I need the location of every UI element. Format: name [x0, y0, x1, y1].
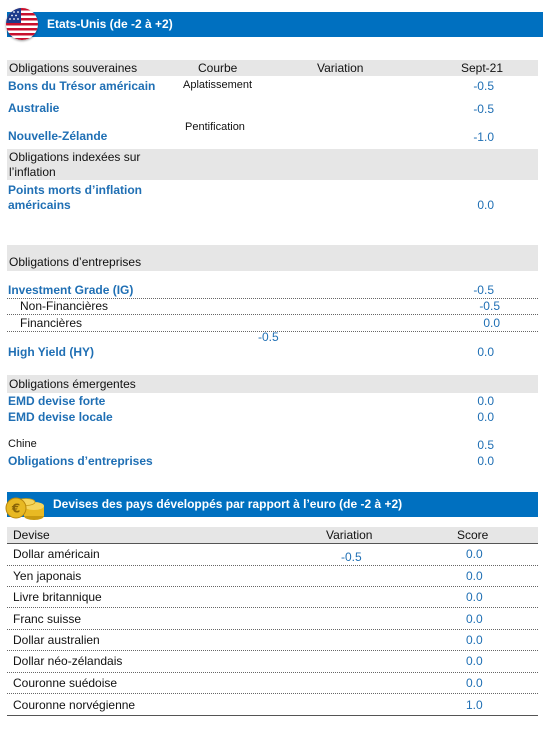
bons-tresor-courbe: Aplatissement: [183, 79, 253, 91]
ig-value: -0.5: [473, 283, 494, 297]
currency-label: Livre britannique: [13, 590, 102, 604]
fin-value: 0.0: [483, 316, 500, 330]
inflation-header-line1: Obligations indexées sur: [9, 150, 141, 164]
emd-locale-value: 0.0: [477, 410, 494, 424]
section2-title: Devises des pays développés par rapport à l’euro (de -2 à +2): [53, 497, 403, 511]
courbe-column-header: Courbe: [198, 61, 238, 75]
currency-label: Dollar américain: [13, 547, 100, 561]
inflation-header-line2: l’inflation: [9, 165, 56, 179]
currency-label: Franc suisse: [13, 612, 82, 626]
currency-label: Dollar australien: [13, 633, 100, 647]
breakeven-value: 0.0: [477, 198, 494, 212]
currency-label: Couronne norvégienne: [13, 698, 136, 712]
section2-header: [7, 492, 538, 517]
euro-coins-icon: [4, 490, 46, 522]
nonfin-value: -0.5: [479, 299, 500, 313]
table-bottom-border: [7, 715, 538, 716]
score-column-header: Score: [457, 528, 489, 542]
bons-tresor-label: Bons du Trésor américain: [8, 79, 156, 93]
currency-score: 0.0: [466, 654, 483, 668]
devise-column-header: Devise: [13, 528, 50, 542]
ig-label: Investment Grade (IG): [8, 283, 134, 297]
hy-value: 0.0: [477, 345, 494, 359]
row-divider: [7, 565, 538, 566]
currency-score: 0.0: [466, 547, 483, 561]
fin-label: Financières: [20, 316, 83, 330]
row-divider: [7, 586, 538, 587]
currency-score: 0.0: [466, 676, 483, 690]
nz-label: Nouvelle-Zélande: [8, 129, 108, 143]
corporate-variation-value: -0.5: [258, 330, 279, 344]
section1-title: Etats-Unis (de -2 à +2): [47, 17, 173, 31]
nonfin-separator: [7, 314, 538, 315]
emd-forte-label: EMD devise forte: [8, 394, 106, 408]
currency-score: 0.0: [466, 633, 483, 647]
row-divider: [7, 650, 538, 651]
bons-tresor-value: -0.5: [473, 79, 494, 93]
section1-header: [7, 12, 543, 37]
row-divider: [7, 693, 538, 694]
nz-value: -1.0: [473, 130, 494, 144]
nz-courbe: Pentification: [185, 121, 245, 133]
em-corporate-label: Obligations d’entreprises: [8, 454, 153, 468]
row-divider: [7, 629, 538, 630]
chine-value: 0.5: [477, 438, 494, 452]
nonfin-label: Non-Financières: [20, 299, 109, 313]
currency-label: Yen japonais: [13, 569, 82, 583]
currency-score: 0.0: [466, 612, 483, 626]
chine-label: Chine: [8, 438, 37, 450]
sept21-column-header: Sept-21: [461, 61, 504, 75]
em-corporate-value: 0.0: [477, 454, 494, 468]
currency-score: 0.0: [466, 590, 483, 604]
svg-text:€: €: [11, 501, 21, 516]
breakeven-label-line2: américains: [8, 198, 71, 212]
currency-variation: -0.5: [341, 550, 362, 564]
emd-locale-label: EMD devise locale: [8, 410, 113, 424]
currency-score: 0.0: [466, 569, 483, 583]
currency-score: 1.0: [466, 698, 483, 712]
currency-label: Couronne suédoise: [13, 676, 118, 690]
row-divider: [7, 672, 538, 673]
row-divider: [7, 607, 538, 608]
sovereign-header-label: Obligations souveraines: [9, 61, 138, 75]
em-header-label: Obligations émergentes: [9, 377, 136, 391]
currency-header-separator: [7, 543, 538, 544]
australie-label: Australie: [8, 101, 60, 115]
currency-variation-column-header: Variation: [326, 528, 373, 542]
variation-column-header: Variation: [317, 61, 364, 75]
emd-forte-value: 0.0: [477, 394, 494, 408]
us-flag-icon: [6, 8, 38, 40]
corporate-header-label: Obligations d’entreprises: [9, 255, 142, 269]
australie-value: -0.5: [473, 102, 494, 116]
hy-label: High Yield (HY): [8, 345, 95, 359]
breakeven-label-line1: Points morts d’inflation: [8, 183, 142, 197]
currency-label: Dollar néo-zélandais: [13, 654, 123, 668]
